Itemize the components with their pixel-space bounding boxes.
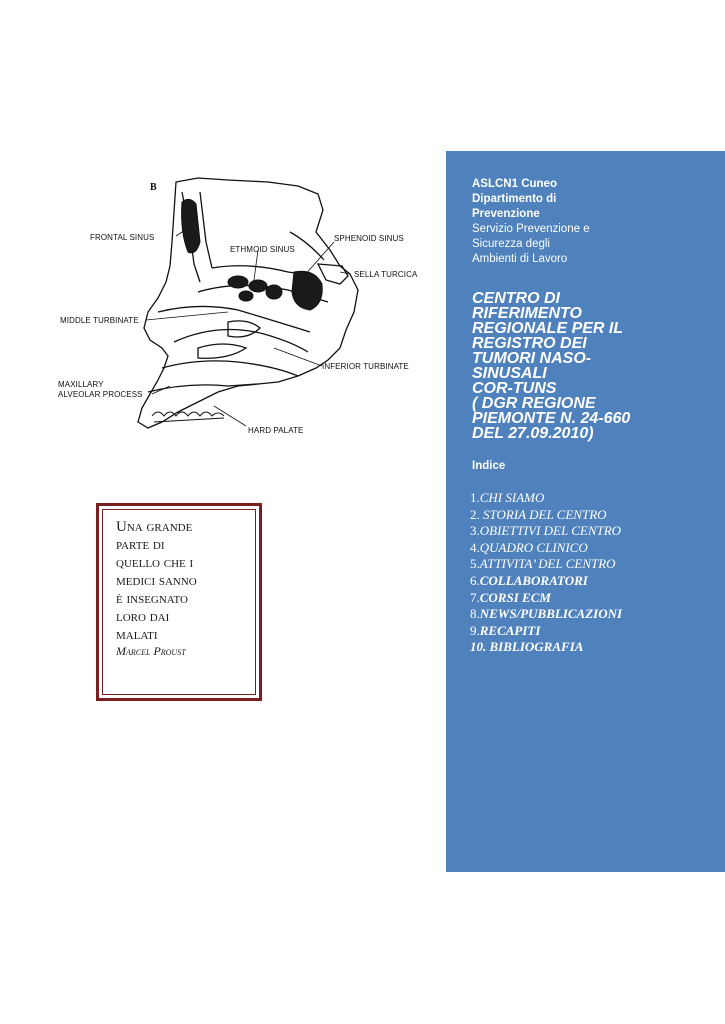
label-hard-palate: HARD PALATE	[248, 426, 304, 435]
org-line-4: Servizio Prevenzione e	[472, 223, 590, 235]
label-maxillary: MAXILLARY	[58, 380, 104, 389]
label-sella-turcica: SELLA TURCICA	[354, 270, 418, 279]
index-item-news[interactable]	[470, 606, 720, 623]
index-number: 6.	[470, 572, 480, 588]
title-line: ( DGR REGIONE	[472, 395, 596, 412]
org-line-3: Prevenzione	[472, 208, 540, 220]
org-line-2: Dipartimento di	[472, 193, 557, 205]
title-line: RIFERIMENTO	[472, 305, 582, 322]
index-label: CORSI ECM	[479, 589, 551, 605]
index-number: 10.	[470, 639, 490, 655]
label-frontal-sinus: FRONTAL SINUS	[90, 233, 155, 242]
title-line: DEL 27.09.2010)	[472, 425, 594, 442]
org-line-1: ASLCN1 Cuneo	[472, 178, 557, 190]
org-line-6: Ambienti di Lavoro	[472, 253, 568, 265]
index-item-recapiti[interactable]	[470, 623, 720, 640]
quote-author: Marcel Proust	[116, 644, 186, 658]
index-label: COLLABORATORI	[479, 572, 588, 588]
quote-line: loro dai	[116, 609, 170, 625]
quote-line: quello che i	[116, 555, 194, 571]
index-label: BIBLIOGRAFIA	[489, 639, 584, 655]
title-line: REGIONALE PER IL	[472, 320, 624, 337]
quote-line: medici sanno	[116, 573, 197, 589]
index-item-collaboratori[interactable]	[470, 573, 720, 590]
index-number: 1.	[470, 490, 480, 505]
index-item-quadro-clinico[interactable]	[470, 540, 720, 557]
index-number: 9.	[470, 622, 480, 638]
index-number: 7.	[470, 589, 480, 605]
index-label: STORIA DEL CENTRO	[483, 506, 607, 522]
nasal-anatomy-drawing	[78, 172, 430, 440]
label-alveolar-process: ALVEOLAR PROCESS	[58, 390, 143, 399]
index-item-obiettivi[interactable]	[470, 523, 720, 540]
quote-line: è insegnato	[116, 591, 188, 607]
label-inferior-turbinate: INFERIOR TURBINATE	[322, 362, 409, 371]
title-line: REGISTRO DEI	[472, 335, 587, 352]
index-label: RECAPITI	[479, 622, 541, 638]
index-label: CHI SIAMO	[479, 490, 545, 505]
label-middle-turbinate: MIDDLE TURBINATE	[60, 316, 139, 325]
label-sphenoid-sinus: SPHENOID SINUS	[334, 234, 404, 243]
index-item-bibliografia[interactable]	[470, 639, 720, 656]
label-ethmoid-sinus: ETHMOID SINUS	[230, 245, 295, 254]
index-label: ATTIVITA’ DEL CENTRO	[479, 556, 616, 572]
org-line-5: Sicurezza degli	[472, 238, 550, 250]
page-title	[472, 291, 717, 441]
index-label: OBIETTIVI DEL CENTRO	[479, 523, 622, 539]
index-item-corsi-ecm[interactable]	[470, 590, 720, 607]
index-label: NEWS/PUBBLICAZIONI	[479, 606, 623, 622]
index-number: 2.	[470, 506, 483, 522]
index-number: 3.	[470, 523, 480, 539]
quote-line: Una grande	[116, 519, 193, 535]
panel-letter: B	[150, 182, 157, 193]
index-list	[470, 490, 720, 656]
index-label: QUADRO CLINICO	[479, 539, 588, 555]
quote-line: parte di	[116, 537, 165, 553]
title-line: TUMORI NASO-	[472, 350, 592, 367]
index-item-storia[interactable]	[470, 507, 720, 524]
nasal-anatomy-figure	[58, 172, 430, 440]
organization-block	[472, 177, 712, 267]
title-line: PIEMONTE N. 24-660	[472, 410, 631, 427]
index-item-chi-siamo[interactable]	[470, 490, 720, 507]
title-line: SINUSALI	[472, 365, 547, 382]
index-number: 4.	[470, 539, 480, 555]
title-line: CENTRO DI	[472, 290, 560, 307]
title-line: COR-TUNS	[472, 380, 557, 397]
index-heading: Indice	[472, 460, 506, 472]
quote-line: malati	[116, 627, 158, 643]
index-number: 8.	[470, 606, 480, 622]
quote	[116, 518, 256, 658]
index-item-attivita[interactable]	[470, 556, 720, 573]
index-number: 5.	[470, 556, 480, 572]
info-panel	[446, 151, 725, 872]
